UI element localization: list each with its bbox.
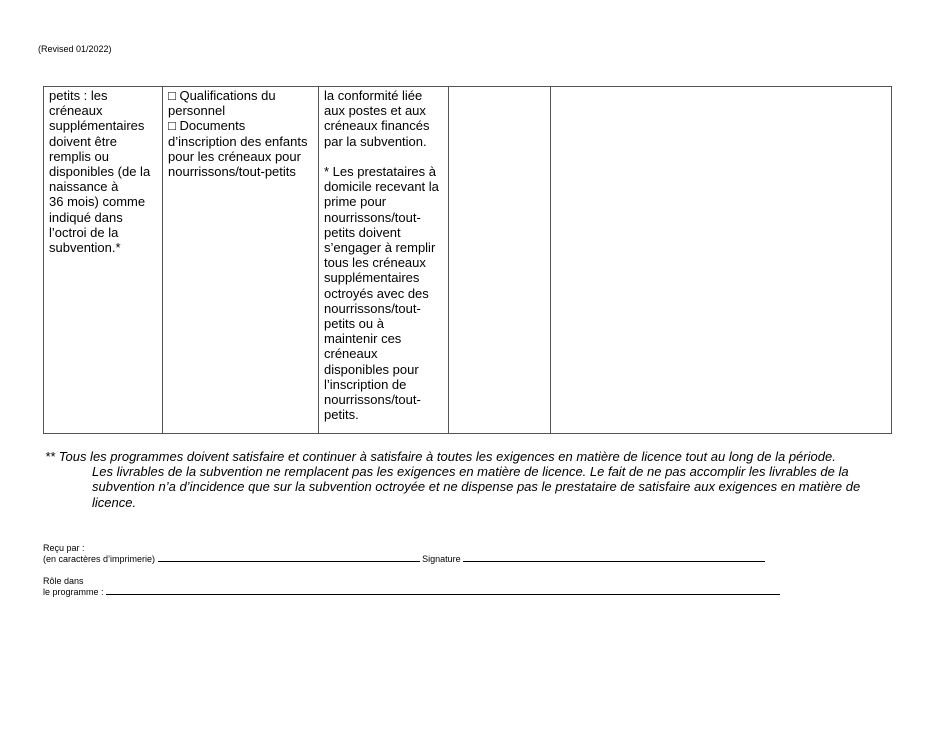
received-by-line[interactable] — [158, 561, 420, 562]
received-by-label: Reçu par : — [43, 543, 85, 553]
role-field — [43, 576, 780, 598]
table-cell: la conformité liée aux postes et aux créneaux financés par la subvention. * Les prestataires à domicile recevant la prime pour nourrissons/tout- petits doivent s’engager à remplir tous les créneaux supplémentaires octroyés avec des nourrissons/tout- petits ou à maintenir ces créneaux disponibles pour l’inscription de nourrissons/tout- petits. — [319, 87, 449, 434]
licensing-note — [45, 449, 875, 510]
signature-label: Signature — [422, 554, 461, 564]
note-continuation: Les livrables de la subvention ne remplacent pas les exigences en matière de licence. Le fait de ne pas accomplir les livrables de la subvention n’a d’incidence que sur la subvention octroyée et ne dispense pas le prestataire de satisfaire aux exigences en matière de licence. — [92, 464, 861, 510]
table-row — [44, 87, 892, 434]
role-line[interactable] — [106, 594, 780, 595]
table-cell — [551, 87, 892, 434]
print-label: (en caractères d’imprimerie) — [43, 554, 156, 564]
table-cell: □ Qualifications du personnel □ Documents d’inscription des enfants pour les créneaux pour nourrissons/tout-petits — [163, 87, 319, 434]
table-cell: petits : les créneaux supplémentaires doivent être remplis ou disponibles (de la naissance à 36 mois) comme indiqué dans l’octroi de la subvention.* — [44, 87, 163, 434]
note-first-line: ** Tous les programmes doivent satisfaire et continuer à satisfaire à toutes les exigences en matière de licence tout au long de la période. — [45, 449, 836, 464]
received-by-field — [43, 543, 765, 565]
table-cell — [449, 87, 551, 434]
role-label-line2: le programme : — [43, 587, 104, 597]
deliverables-table — [43, 86, 892, 434]
role-label-line1: Rôle dans — [43, 576, 84, 586]
revised-date: (Revised 01/2022) — [38, 44, 112, 54]
signature-line[interactable] — [463, 561, 765, 562]
